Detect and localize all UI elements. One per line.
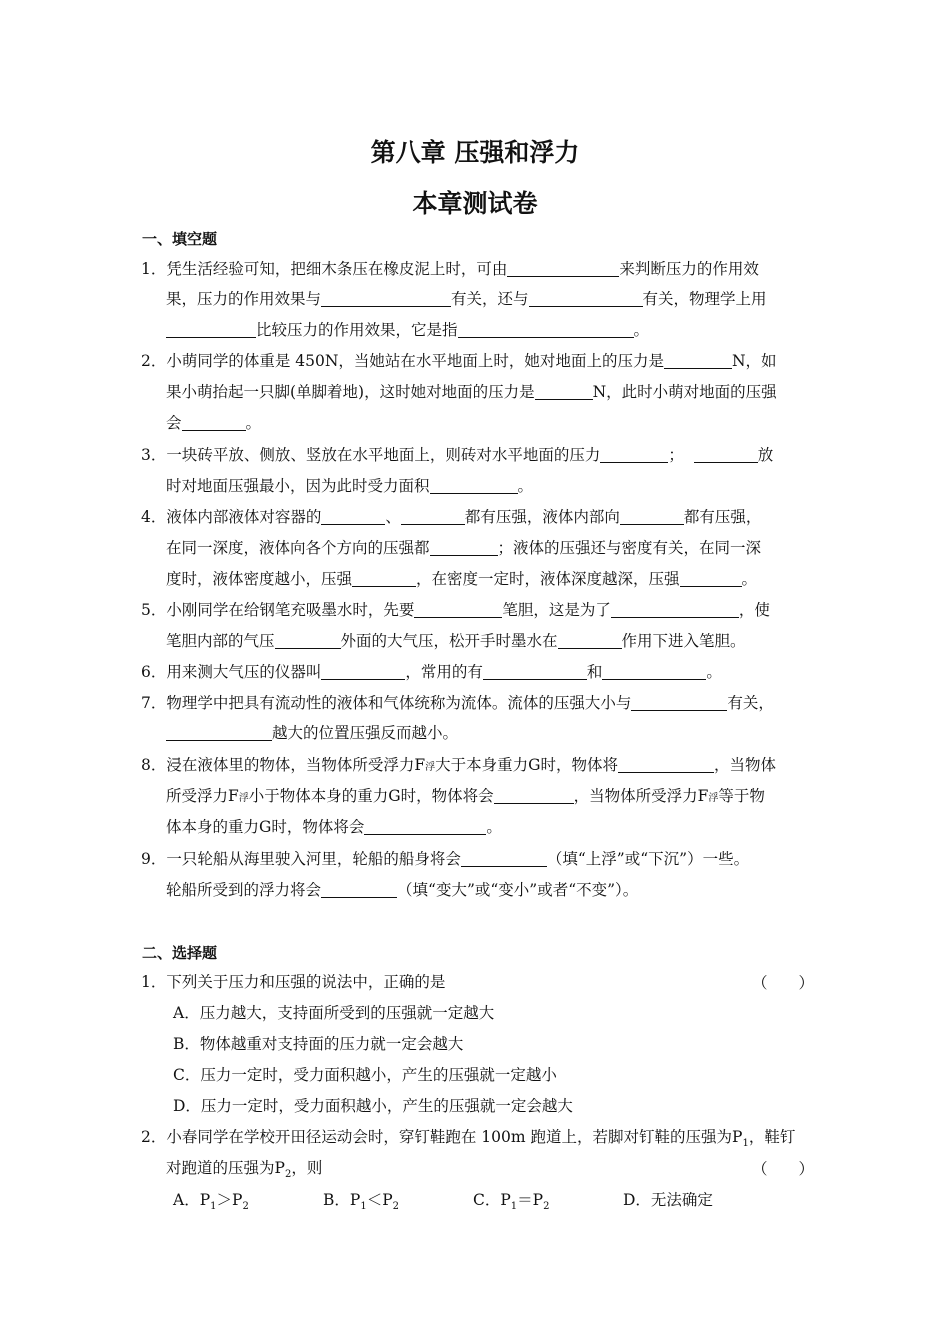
question-3-line-1: 3．一块砖平放、侧放、竖放在水平地面上，则砖对水平地面的压力 ； 放 — [141, 446, 774, 464]
answer-blank[interactable] — [600, 446, 668, 463]
answer-blank[interactable] — [321, 508, 385, 525]
question-2-line-1: 2．小萌同学的体重是 450N，当她站在水平地面上时，她对地面上的压力是 N，如 — [141, 352, 777, 370]
page-subtitle: 本章测试卷 — [412, 189, 538, 218]
answer-blank[interactable] — [507, 260, 619, 277]
answer-blank[interactable] — [618, 756, 714, 773]
question-7-line-1: 7．物理学中把具有流动性的液体和气体统称为流体。流体的压强大小与 有关， — [141, 694, 774, 712]
question-9-line-2: 轮船所受到的浮力将会 （填“变大”或“变小”或者“不变”）。 — [166, 881, 639, 899]
answer-blank[interactable] — [166, 724, 272, 741]
answer-blank[interactable] — [529, 290, 643, 307]
answer-blank[interactable] — [694, 446, 758, 463]
choice-2-options — [173, 1189, 853, 1218]
answer-blank[interactable] — [611, 601, 739, 618]
question-8-line-1: 8．浸在液体里的物体，当物体所受浮力F浮大于本身重力G时，物体将 ，当物体 — [141, 756, 777, 774]
choice-1-option-a[interactable]: A．压力越大，支持面所受到的压强就一定越大 — [173, 1004, 495, 1022]
question-5-line-1: 5．小刚同学在给钢笔充吸墨水时，先要 笔胆，这是为了 ，使 — [141, 601, 770, 619]
answer-bracket[interactable]: （ ） — [752, 974, 815, 992]
question-7-line-2: 越大的位置压强反而越小。 — [166, 722, 846, 744]
choice-2-option-b[interactable]: B．$P_1<P_2$ — [323, 1191, 400, 1213]
answer-blank[interactable] — [458, 321, 634, 338]
answer-blank[interactable] — [461, 850, 547, 867]
question-2-line-3: 会 。 — [166, 414, 262, 432]
choice-question-1-stem: 1．下列关于压力和压强的说法中，正确的是 — [141, 973, 446, 991]
question-1-line-3: 比较压力的作用效果，它是指 。 — [166, 319, 846, 341]
answer-blank[interactable] — [483, 663, 587, 680]
question-4-line-2: 在同一深度，液体向各个方向的压强都 ；液体的压强还与密度有关，在同一深 — [166, 539, 762, 557]
answer-blank[interactable] — [182, 414, 246, 431]
choice-1-option-c[interactable]: C．压力一定时，受力面积越小，产生的压强就一定越小 — [173, 1066, 557, 1084]
question-4-line-3: 度时，液体密度越小，压强 ，在密度一定时，液体深度越深，压强 。 — [166, 570, 758, 588]
answer-blank[interactable] — [352, 570, 416, 587]
choice-2-option-a[interactable]: A．$P_1>P_2$ — [173, 1191, 249, 1213]
answer-blank[interactable] — [430, 477, 518, 494]
choice-2-option-d[interactable]: D．无法确定 — [623, 1191, 713, 1209]
choice-2-option-c[interactable]: C．$P_1=P_2$ — [473, 1191, 550, 1213]
answer-blank[interactable] — [275, 632, 341, 649]
choice-question-2-stem-line-1: 2．小春同学在学校开田径运动会时，穿钉鞋跑在 100m 跑道上，若脚对钉鞋的压强为$P_1$，鞋钉 — [141, 1128, 796, 1150]
section-heading-multiple-choice: 二、选择题 — [142, 944, 218, 962]
answer-blank[interactable] — [664, 352, 732, 369]
answer-blank[interactable] — [620, 508, 684, 525]
answer-blank[interactable] — [602, 663, 706, 680]
answer-blank[interactable] — [321, 290, 451, 307]
answer-blank[interactable] — [321, 663, 405, 680]
answer-bracket[interactable]: （ ） — [752, 1160, 815, 1178]
question-9-line-1: 9．一只轮船从海里驶入河里，轮船的船身将会 （填“上浮”或“下沉”）一些。 — [141, 850, 750, 868]
answer-blank[interactable] — [401, 508, 465, 525]
choice-question-2-stem-line-2: 对跑道的压强为$P_2$，则 — [166, 1159, 323, 1181]
choice-1-option-b[interactable]: B．物体越重对支持面的压力就一定会越大 — [173, 1035, 464, 1053]
choice-1-option-d[interactable]: D．压力一定时，受力面积越小，产生的压强就一定会越大 — [173, 1097, 573, 1115]
question-5-line-2: 笔胆内部的气压 外面的大气压，松开手时墨水在 作用下进入笔胆。 — [166, 632, 746, 650]
question-8-line-3: 体本身的重力G时，物体将会 。 — [166, 818, 502, 836]
answer-blank[interactable] — [494, 787, 574, 804]
question-2-line-2: 果小萌抬起一只脚(单脚着地)，这时她对地面的压力是 N，此时小萌对地面的压强 — [166, 383, 777, 401]
answer-blank[interactable] — [558, 632, 622, 649]
answer-blank[interactable] — [414, 601, 502, 618]
question-4-line-1: 4．液体内部液体对容器的 、 都有压强，液体内部向 都有压强， — [141, 508, 762, 526]
section-heading-fill-blank: 一、填空题 — [142, 230, 218, 248]
question-1-line-2: 果，压力的作用效果与 有关，还与 有关，物理学上用 — [166, 290, 767, 308]
page-title: 第八章 压强和浮力 — [370, 138, 580, 167]
answer-blank[interactable] — [321, 881, 397, 898]
question-3-line-2: 时对地面压强最小，因为此时受力面积 。 — [166, 477, 534, 495]
answer-blank[interactable] — [631, 694, 727, 711]
answer-blank[interactable] — [680, 570, 742, 587]
answer-blank[interactable] — [535, 383, 593, 400]
question-8-line-2: 所受浮力F浮小于物体本身的重力G时，物体将会 ，当物体所受浮力F浮等于物 — [166, 787, 765, 805]
question-1-line-1: 1．凭生活经验可知，把细木条压在橡皮泥上时，可由 来判断压力的作用效 — [141, 260, 759, 278]
question-6-line-1: 6．用来测大气压的仪器叫 ，常用的有 和 。 — [141, 663, 722, 681]
answer-blank[interactable] — [364, 818, 486, 835]
answer-blank[interactable] — [166, 321, 256, 338]
answer-blank[interactable] — [430, 539, 498, 556]
